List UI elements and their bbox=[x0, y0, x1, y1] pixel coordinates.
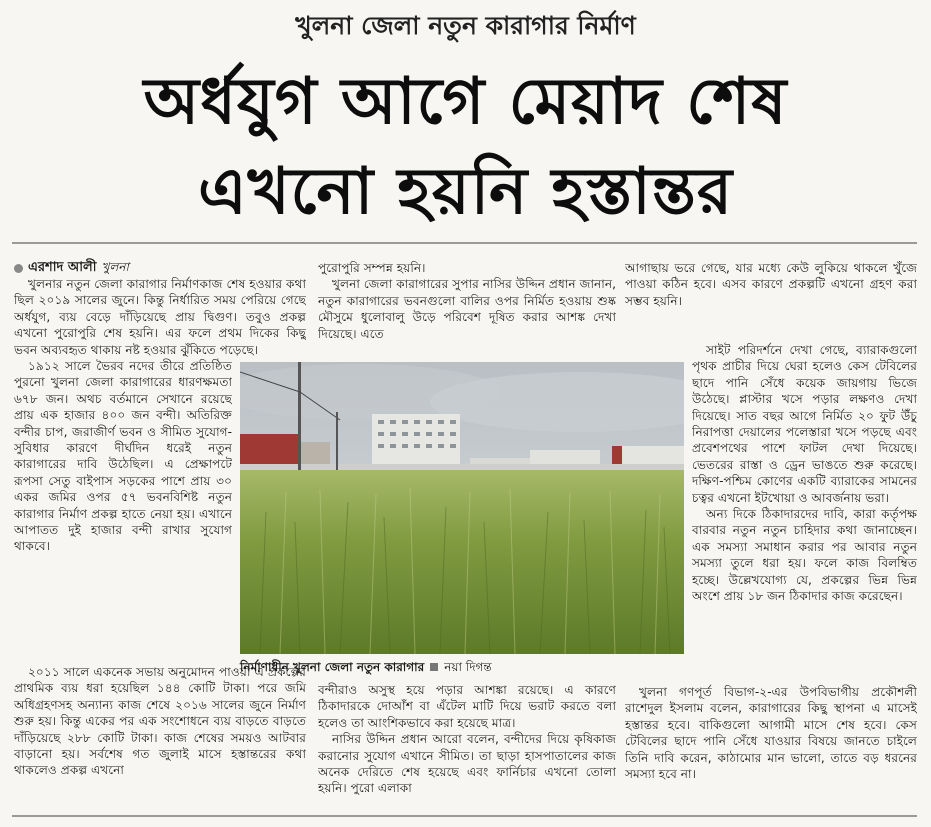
paragraph: সাইট পরিদর্শনে দেখা গেছে, ব্যারাকগুলো পৃথক প্রাচীর দিয়ে ঘেরা হলেও কেস টেবিলের ছাদে পানি সেঁধে কয়েক জায়গায় ভিজে উঠেছে। প্লাস্টার খসে পড়ার লক্ষণও দেখা দিয়েছে। সাত বছর আগে নির্মিত ২০ ফুট উঁচু নিরাপত্তা দেয়ালের পলেস্তারা খসে পড়ছে এবং প্রবেশপথের পাশে ফাটল দেখা দিয়েছে। ভেতরের রাস্তা ও ড্রেন ভাঙতে শুরু করেছে। দক্ষিণ-পশ্চিম কোণের একটি ব্যারাকের সামনের চত্বর এখনো ইটখোয়া ও আবর্জনায় ভরা। bbox=[692, 343, 917, 505]
caption-text: নির্মাণাধীন খুলনা জেলা নতুন কারাগার bbox=[240, 660, 425, 674]
headline-line-1: অর্ধযুগ আগে মেয়াদ শেষ bbox=[143, 65, 788, 139]
paragraph: ২০১১ সালে একনেক সভায় অনুমোদন পাওয়া এ প্রকল্পের প্রাথমিক ব্যয় ধরা হয়েছিল ১৪৪ কোটি টাকা। পরে জমি অধিগ্রহণসহ অন্যান্য কাজ শেষে ২০১৬ সালের জুনে নির্মাণ শুরু হয়। কিন্তু একের পর এক সংশোধনে ব্যয় বাড়তে বাড়তে দাঁড়িয়েছে ২৮৮ কোটি টাকা। কাজ শেষের সময়ও আটবার বাড়ানো হয়। সর্বশেষ গত জুলাই মাসে হস্তান্তরের কথা থাকলেও প্রকল্প এখনো bbox=[14, 665, 306, 778]
paragraph: ১৯১২ সালে ভৈরব নদের তীরে প্রতিষ্ঠিত পুরনো খুলনা জেলা কারাগারের ধারণক্ষমতা ৬৭৮ জন। অথচ বর্তমানে সেখানে রয়েছে প্রায় এক হাজার ৪০০ জন বন্দী। অতিরিক্ত বন্দীর চাপ, জরাজীর্ণ ভবন ও সীমিত সুযোগ-সুবিধার কারণে দীর্ঘদিন ধরেই নতুন কারাগারের দাবি উঠেছিল। এ প্রেক্ষাপটে রূপসা সেতু বাইপাস সড়কের পাশে প্রায় ৩০ একর জমির ওপর ৫৭ ভবনবিশিষ্ট নতুন কারাগার নির্মাণ প্রকল্প হাতে নেয়া হয়। এখানে আপাতত দুই হাজার বন্দী রাখার সুযোগ থাকবে। bbox=[14, 359, 232, 554]
bottom-rule bbox=[12, 815, 917, 817]
column-2-top bbox=[318, 260, 616, 360]
square-icon bbox=[430, 663, 438, 671]
column-3-mid bbox=[692, 342, 917, 682]
column-1-bottom bbox=[14, 664, 306, 812]
construction-site-image bbox=[240, 362, 684, 654]
news-photo bbox=[240, 362, 684, 654]
paragraph: অন্য দিকে ঠিকাদারদের দাবি, কারা কর্তৃপক্ষ বারবার নতুন নতুন চাহিদার কথা জানাচ্ছেন। এক সমস্যা সমাধান করার পর আবার নতুন সমস্যা তুলে ধরা হয়। ফলে কাজ বিলম্বিত হচ্ছে। উল্লেখযোগ্য যে, প্রকল্পের ভিন্ন ভিন্ন অংশে প্রায় ১৮ জন ঠিকাদার কাজ করেছেন। bbox=[692, 507, 917, 604]
paragraph: বন্দীরাও অসুস্থ হয়ে পড়ার আশঙ্কা রয়েছে। এ কারণে ঠিকাদারকে দোআঁশ বা এঁটেল মাটি দিয়ে ভরাট করতে বলা হলেও তা আংশিকভাবে করা হয়েছে মাত্র। bbox=[318, 683, 616, 730]
photo-caption bbox=[240, 658, 684, 676]
top-rule bbox=[12, 242, 917, 244]
paragraph: খুলনা জেলা কারাগারের সুপার নাসির উদ্দিন প্রধান জানান, নতুন কারাগারের ভবনগুলো বালির ওপর নির্মিত হওয়ায় শুষ্ক মৌসুমে ধুলোবালু উড়ে পরিবেশ দূষিত করার আশঙ্ক দেখা দিয়েছে। এতে bbox=[318, 277, 616, 341]
column-1-top bbox=[14, 276, 306, 358]
paragraph: খুলনার নতুন জেলা কারাগার নির্মাণকাজ শেষ হওয়ার কথা ছিল ২০১৯ সালের জুনে। কিন্তু নির্ধারিত সময় পেরিয়ে গেছে অর্ধযুগ, ব্যয় বেড়ে দাঁড়িয়েছে প্রায় দ্বিগুণ। তবুও প্রকল্প এখনো পুরোপুরি শেষ হয়নি। এর ফলে প্রথম দিকের কিছু ভবন অব্যবহৃত থাকায় নষ্ট হওয়ার ঝুঁকিতে পড়েছে। bbox=[14, 277, 306, 357]
kicker: খুলনা জেলা নতুন কারাগার নির্মাণ bbox=[295, 11, 636, 40]
bullet-icon bbox=[14, 264, 23, 273]
photo-credit: নয়া দিগন্ত bbox=[444, 660, 492, 674]
paragraph: নাসির উদ্দিন প্রধান আরো বলেন, বন্দীদের দিয়ে কৃষিকাজ করানোর সুযোগ এখানে সীমিত। তা ছাড়া হাসপাতালের কাজ অনেক দেরিতে শেষ হয়েছে এবং ফার্নিচার এখনো তোলা হয়নি। পুরো এলাকা bbox=[318, 732, 616, 796]
byline-author: এরশাদ আলী bbox=[28, 260, 97, 275]
column-3-bottom bbox=[625, 684, 917, 812]
paragraph: আগাছায় ভরে গেছে, যার মধ্যে কেউ লুকিয়ে থাকলে খুঁজে পাওয়া কঠিন হবে। এসব কারণে প্রকল্পটি এখনো গ্রহণ করা সম্ভব হয়নি। bbox=[625, 261, 917, 308]
column-1-mid bbox=[14, 358, 232, 662]
column-3-top bbox=[625, 260, 917, 342]
column-2-bottom bbox=[318, 682, 616, 812]
paragraph: পুরোপুরি সম্পন্ন হয়নি। bbox=[318, 261, 426, 275]
byline-location: খুলনা bbox=[101, 259, 129, 274]
paragraph: খুলনা গণপূর্ত বিভাগ-২-এর উপবিভাগীয় প্রকৌশলী রাশেদুল ইসলাম বলেন, কারাগারের কিছু স্থাপনা এ মাসেই হস্তান্তর হবে। বাকিগুলো আগামী মাসে শেষ হবে। কেস টেবিলের ছাদে পানি সেঁধে যাওয়ার বিষয়ে জানতে চাইলে তিনি দাবি করেন, কাঠামোর মান ভালো, তাতে বড় ধরনের সমস্যা হবে না। bbox=[625, 685, 917, 782]
headline-line-2: এখনো হয়নি হস্তান্তর bbox=[197, 155, 734, 229]
